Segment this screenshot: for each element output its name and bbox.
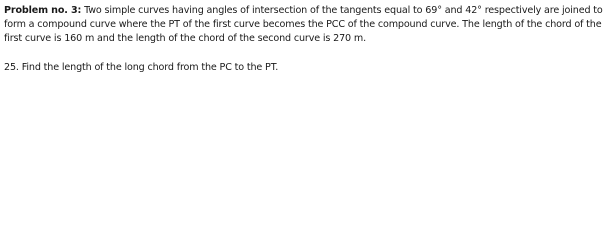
problem-text: Two simple curves having angles of intersection of the tangents equal to 69° and 42° respectively are joined to form a compound curve where the PT of the first curve becomes the PCC of the compound curve. The length of the chord of the first curve is 160 m and the length of the chord of the second curve is 270 m.	[4, 5, 603, 44]
question-text: Find the length of the long chord from the PC to the PT.	[21, 62, 279, 73]
problem-label: Problem no. 3:	[4, 5, 82, 16]
problem-statement	[4, 4, 606, 46]
question-item	[4, 61, 606, 75]
question-number: 25.	[4, 62, 19, 73]
